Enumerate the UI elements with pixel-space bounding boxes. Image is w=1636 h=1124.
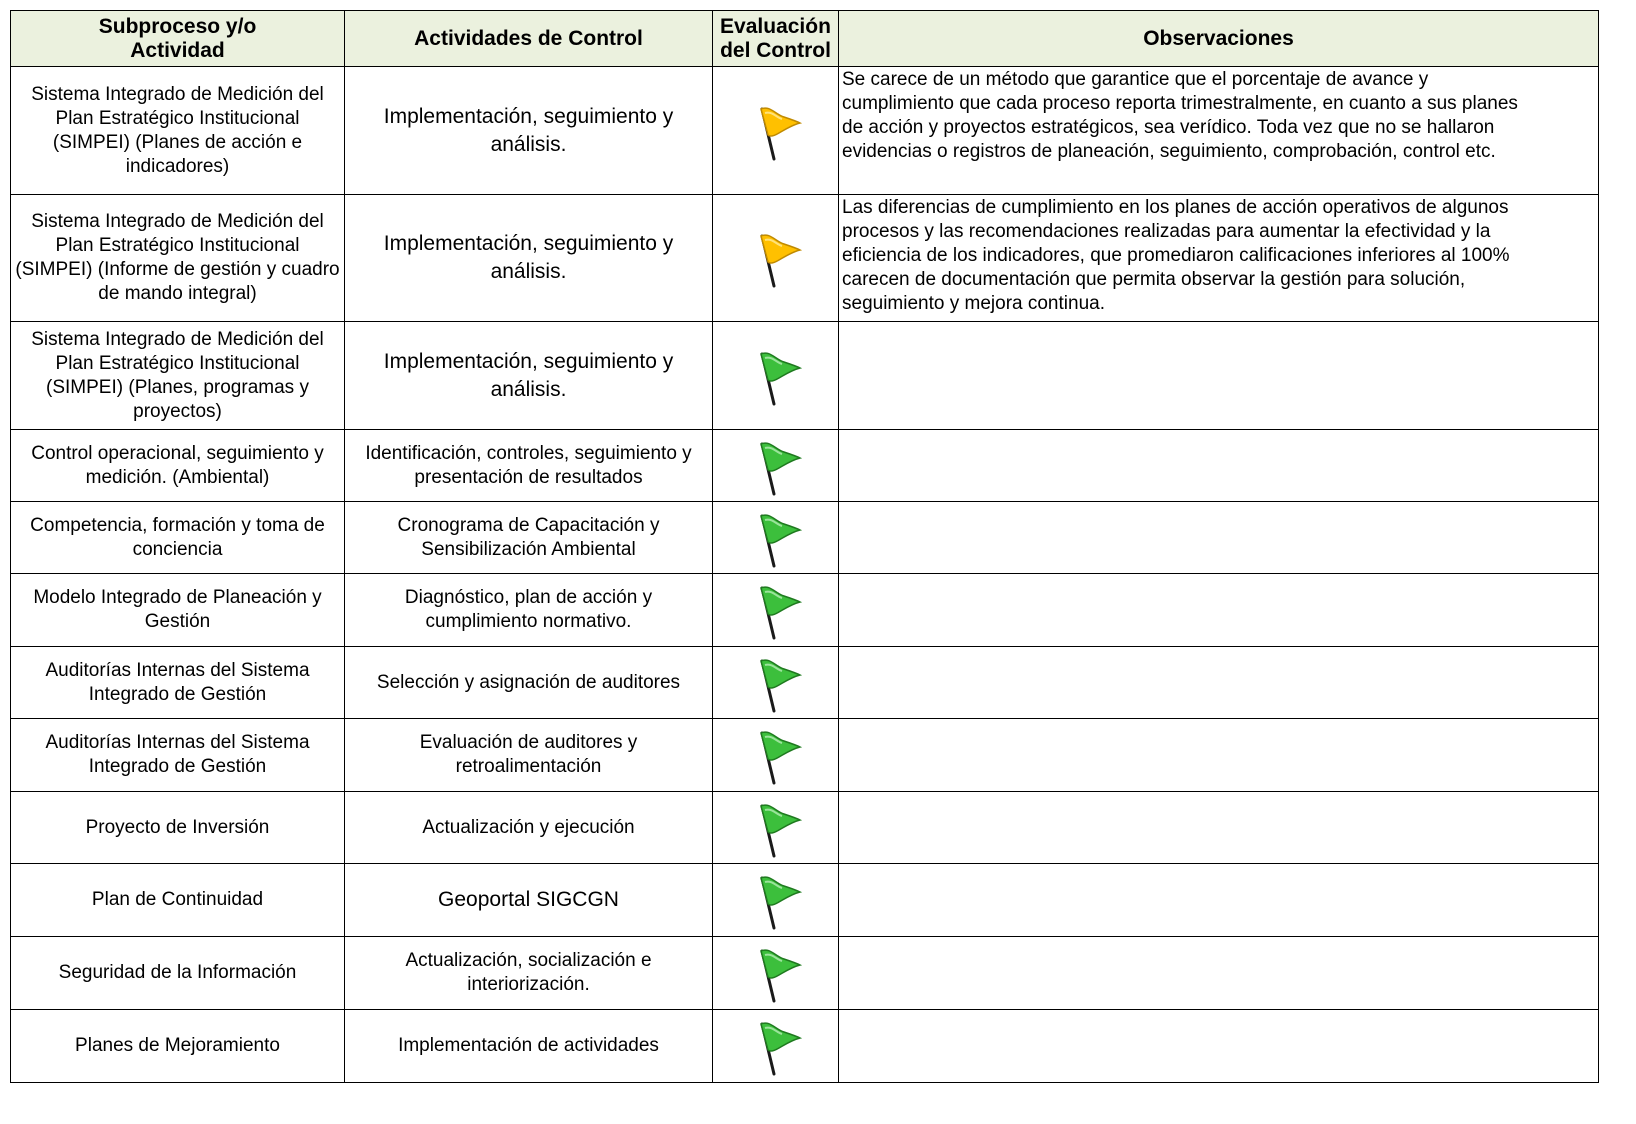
- subproceso-cell: Plan de Continuidad: [11, 864, 345, 937]
- green-flag-icon: [713, 941, 838, 1005]
- evaluacion-cell: [713, 719, 839, 792]
- evaluacion-cell: [713, 502, 839, 574]
- observaciones-cell: [839, 502, 1599, 574]
- green-flag-icon: [713, 796, 838, 860]
- subproceso-cell: Sistema Integrado de Medición del Plan Estratégico Institucional (SIMPEI) (Informe de gestión y cuadro de mando integral): [11, 195, 345, 322]
- table-row: [11, 937, 1599, 1010]
- table-row: [11, 195, 1599, 322]
- observaciones-cell: [839, 322, 1599, 430]
- observaciones-cell: [839, 195, 1599, 322]
- actividad-cell: Implementación, seguimiento y análisis.: [345, 322, 713, 430]
- actividad-cell: Identificación, controles, seguimiento y presentación de resultados: [345, 430, 713, 502]
- observaciones-cell: [839, 574, 1599, 647]
- table-row: [11, 719, 1599, 792]
- subproceso-cell: Planes de Mejoramiento: [11, 1010, 345, 1083]
- table-row: [11, 430, 1599, 502]
- observacion-line: evidencias o registros de planeación, seguimiento, comprobación, control etc.: [842, 141, 1496, 162]
- observaciones-cell: [839, 647, 1599, 719]
- observaciones-cell: [839, 864, 1599, 937]
- evaluacion-cell: [713, 1010, 839, 1083]
- subproceso-cell: Competencia, formación y toma de conciencia: [11, 502, 345, 574]
- table-row: [11, 1010, 1599, 1083]
- evaluacion-cell: [713, 864, 839, 937]
- green-flag-icon: [713, 723, 838, 787]
- subproceso-cell: Modelo Integrado de Planeación y Gestión: [11, 574, 345, 647]
- actividad-cell: Cronograma de Capacitación y Sensibilización Ambiental: [345, 502, 713, 574]
- evaluacion-cell: [713, 647, 839, 719]
- green-flag-icon: [713, 1014, 838, 1078]
- actividad-cell: Actualización y ejecución: [345, 792, 713, 864]
- evaluacion-cell: [713, 195, 839, 322]
- yellow-flag-icon: [713, 226, 838, 290]
- observaciones-cell: [839, 792, 1599, 864]
- evaluacion-cell: [713, 67, 839, 195]
- evaluacion-cell: [713, 937, 839, 1010]
- green-flag-icon: [713, 651, 838, 715]
- observacion-line: carecen de documentación que permita observar la gestión para solución,: [842, 269, 1466, 290]
- subproceso-cell: Auditorías Internas del Sistema Integrado de Gestión: [11, 647, 345, 719]
- actividad-cell: Implementación de actividades: [345, 1010, 713, 1083]
- green-flag-icon: [713, 344, 838, 408]
- table-row: [11, 864, 1599, 937]
- green-flag-icon: [713, 506, 838, 570]
- table-row: [11, 792, 1599, 864]
- subproceso-cell: Seguridad de la Información: [11, 937, 345, 1010]
- green-flag-icon: [713, 434, 838, 498]
- observacion-line: Se carece de un método que garantice que el porcentaje de avance y: [842, 69, 1429, 90]
- header-row: [11, 11, 1599, 67]
- header-actividades: Actividades de Control: [345, 11, 713, 67]
- evaluacion-cell: [713, 574, 839, 647]
- actividad-cell: Evaluación de auditores y retroalimentación: [345, 719, 713, 792]
- evaluacion-cell: [713, 792, 839, 864]
- observaciones-cell: [839, 430, 1599, 502]
- subproceso-cell: Auditorías Internas del Sistema Integrado de Gestión: [11, 719, 345, 792]
- table-row: [11, 322, 1599, 430]
- header-observaciones: Observaciones: [839, 11, 1599, 67]
- green-flag-icon: [713, 578, 838, 642]
- observacion-line: seguimiento y mejora continua.: [842, 293, 1105, 314]
- header-evaluacion: Evaluación del Control: [713, 11, 839, 67]
- table-row: [11, 67, 1599, 195]
- header-subproceso: Subproceso y/o Actividad: [11, 11, 345, 67]
- actividad-cell: Selección y asignación de auditores: [345, 647, 713, 719]
- subproceso-cell: Sistema Integrado de Medición del Plan Estratégico Institucional (SIMPEI) (Planes, programas y proyectos): [11, 322, 345, 430]
- evaluacion-cell: [713, 322, 839, 430]
- actividad-cell: Geoportal SIGCGN: [345, 864, 713, 937]
- table-row: [11, 647, 1599, 719]
- observacion-line: eficiencia de los indicadores, que promediaron calificaciones inferiores al 100%: [842, 245, 1510, 266]
- observacion-line: procesos y las recomendaciones realizadas para aumentar la efectividad y la: [842, 221, 1491, 242]
- actividad-cell: Implementación, seguimiento y análisis.: [345, 195, 713, 322]
- observaciones-cell: [839, 937, 1599, 1010]
- yellow-flag-icon: [713, 99, 838, 163]
- actividad-cell: Actualización, socialización e interiorización.: [345, 937, 713, 1010]
- subproceso-cell: Proyecto de Inversión: [11, 792, 345, 864]
- evaluacion-cell: [713, 430, 839, 502]
- control-evaluation-table: [10, 10, 1599, 1083]
- table-row: [11, 574, 1599, 647]
- observaciones-cell: [839, 1010, 1599, 1083]
- green-flag-icon: [713, 868, 838, 932]
- observacion-line: Las diferencias de cumplimiento en los planes de acción operativos de algunos: [842, 197, 1509, 218]
- subproceso-cell: Control operacional, seguimiento y medición. (Ambiental): [11, 430, 345, 502]
- observacion-line: de acción y proyectos estratégicos, sea verídico. Toda vez que no se hallaron: [842, 117, 1495, 138]
- observaciones-cell: [839, 719, 1599, 792]
- observacion-line: cumplimiento que cada proceso reporta trimestralmente, en cuanto a sus planes: [842, 93, 1518, 114]
- actividad-cell: Implementación, seguimiento y análisis.: [345, 67, 713, 195]
- observaciones-cell: [839, 67, 1599, 195]
- subproceso-cell: Sistema Integrado de Medición del Plan Estratégico Institucional (SIMPEI) (Planes de acción e indicadores): [11, 67, 345, 195]
- table-row: [11, 502, 1599, 574]
- actividad-cell: Diagnóstico, plan de acción y cumplimiento normativo.: [345, 574, 713, 647]
